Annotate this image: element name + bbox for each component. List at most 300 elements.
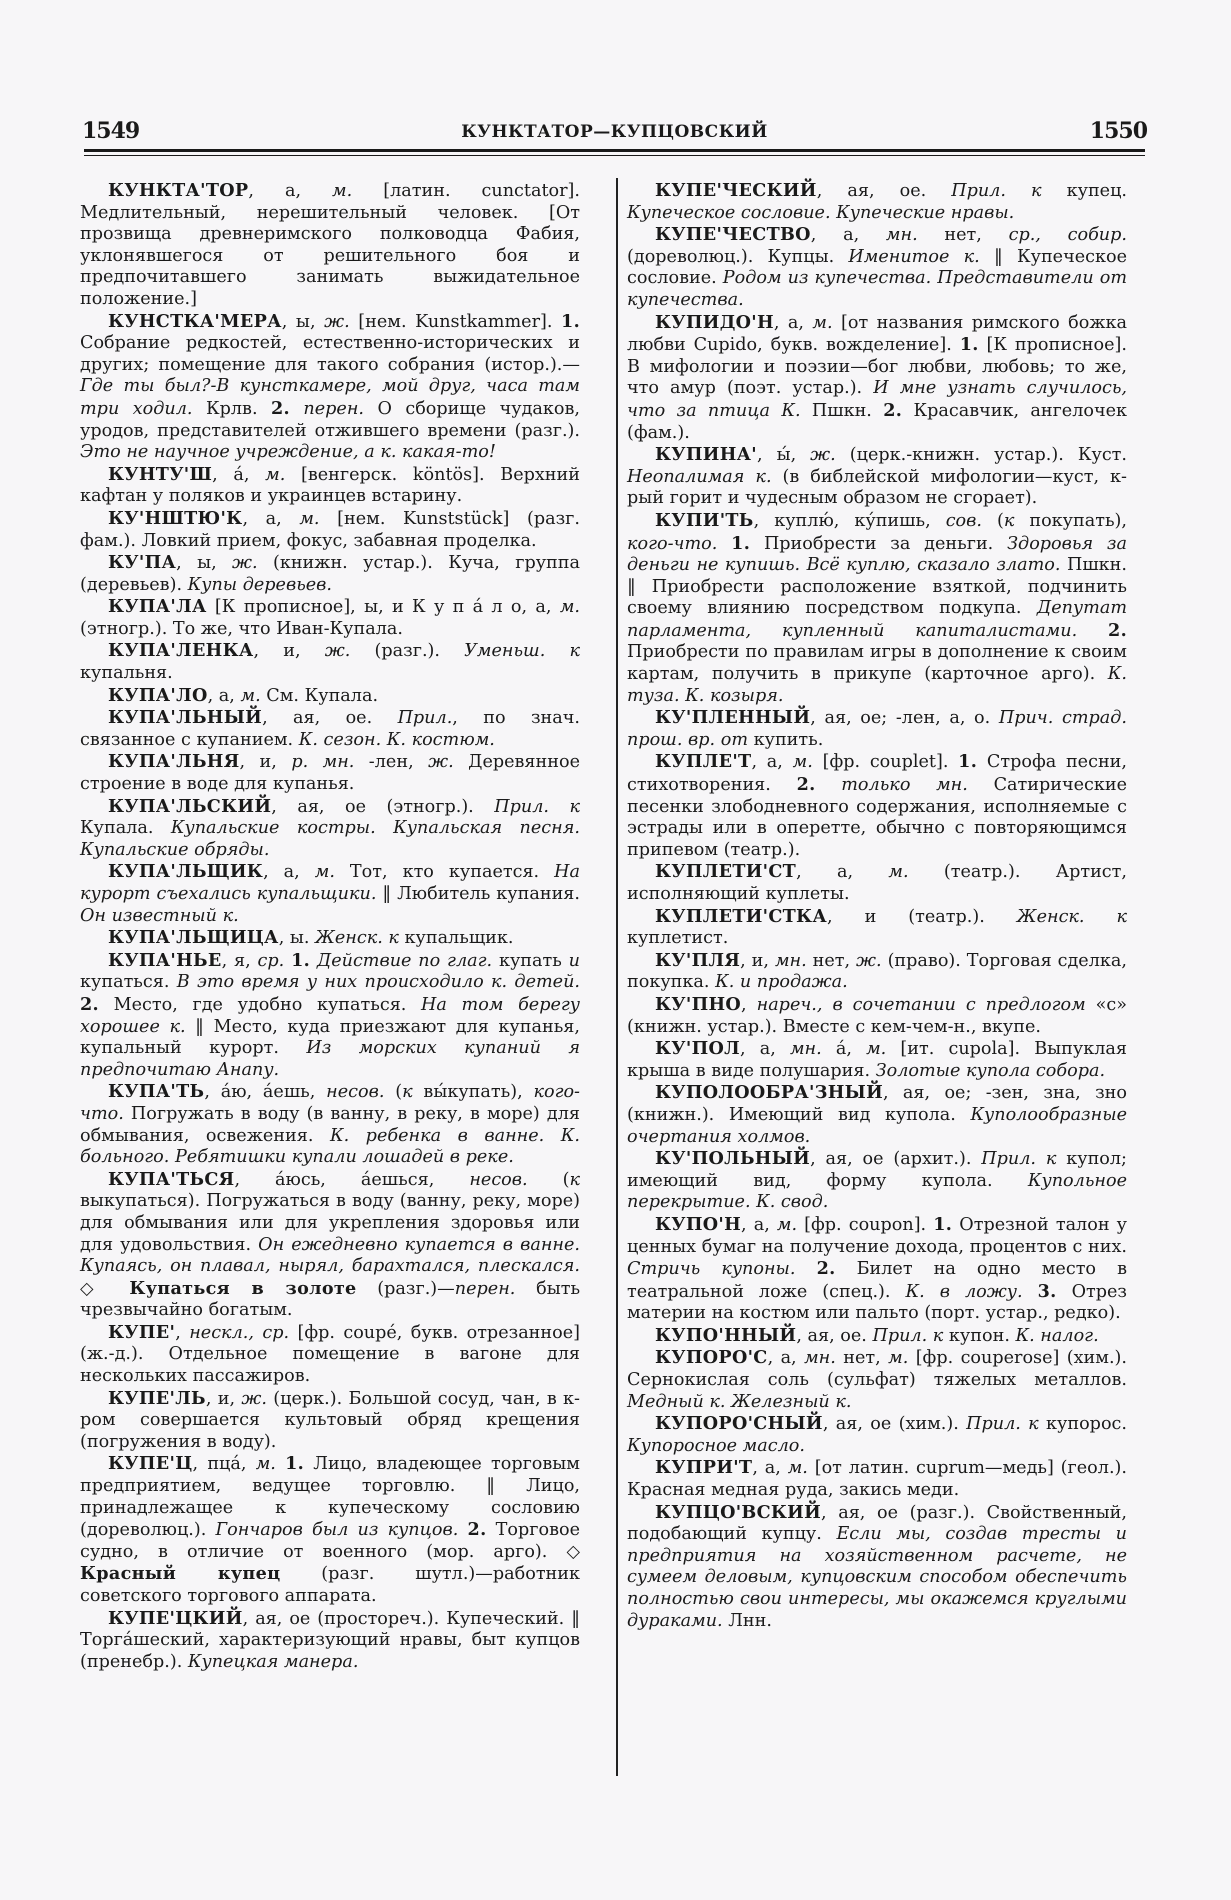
italic-text: ж. [856,950,882,971]
headword: КУ'ПОЛЬНЫЙ [655,1148,811,1170]
italic-text: ж. [232,553,258,574]
italic-text: Купецкая манера. [187,1651,359,1672]
dictionary-entry [627,1502,1127,1633]
body-text: ‖ Любитель купания. [376,884,580,904]
dictionary-entry [627,707,1127,751]
italic-text: К. ребенка в ванне. К. больного. Ребятишки купали лошадей в реке. [80,1125,580,1168]
body-text: Торговое судно, в отличие от военного (мор. арго). ◇ [80,1520,580,1562]
headword: КУПЕ'ЦКИЙ [108,1607,243,1629]
body-text: , пцá, [192,1454,256,1475]
dictionary-entry [80,685,580,708]
body-text: (дореволюц.). Купцы. [627,246,849,267]
body-text: «с» (книжн. устар.). Вместе с кем-чем-н., вкупе. [627,994,1128,1037]
dictionary-entry [80,950,580,1082]
italic-text: Прил. к [981,1149,1057,1170]
dictionary-entry [627,751,1127,861]
italic-text: только мн. [841,775,968,796]
italic-text: Действие по глаг. [316,950,493,971]
dictionary-entry [80,707,580,751]
body-text: , а, [752,1458,788,1479]
body-text: нет, [917,225,1009,246]
body-text: [фр. couplet]. [812,752,959,773]
italic-text: Из морских купаний я предпочитаю Анапу. [80,1038,580,1080]
bold-text: 1. [285,1453,305,1475]
dictionary-entry [627,180,1127,224]
header-rule-thick [84,149,1145,152]
body-text: куплетист. [627,928,729,949]
body-text: , а, [739,1039,790,1060]
body-text: Билет на одно место в театральной ложе (спец.). [627,1259,1127,1302]
italic-text: Он ежедневно купается в ванне. Купаясь, он плавал, нырял, барахтался, плескался. [80,1234,581,1277]
dictionary-entry [80,751,580,795]
body-text: , á, [212,464,266,485]
bold-text: 2. [796,774,816,796]
italic-text: м. [776,1214,798,1235]
dictionary-entry [627,312,1127,445]
italic-text: сов. [945,510,982,531]
italic-text: Прил. [397,708,453,729]
body-text: См. Купала. [260,685,379,706]
body-text: Лицо, владеющее торговым предприятием, ведущее торговлю. ‖ Лицо, принадлежащее к купеческому сословию (дореволюц.). [80,1454,580,1541]
body-text: , ы. [278,928,316,949]
body-text: ‖ Место, куда приезжают для купанья, купальный курорт. [80,1016,580,1059]
italic-text: и [568,950,581,971]
headword: КУПЕ' [108,1321,176,1343]
italic-text: м. [888,1348,909,1369]
italic-text: Купы деревьев. [187,574,333,595]
dictionary-entry [627,861,1127,905]
body-text: (этногр.). То же, что Иван-Купала. [80,618,403,639]
body-text: , а, [767,1348,805,1369]
dictionary-entry [627,1148,1127,1214]
body-text: , ая, ое; -лен, а, о. [810,708,999,729]
body-text [816,775,842,795]
italic-text: Депутат парламента, купленный капиталистами. [627,598,1127,641]
headword: КУПОРО'СНЫЙ [655,1413,823,1435]
bold-text: 1. [731,532,751,554]
italic-text: нескл., ср. [189,1322,290,1343]
headword: КУПЕ'ЧЕСКИЙ [655,180,817,201]
bold-text: 1. [933,1213,953,1235]
body-text: [от латин. cuprum—медь] (геол.). Красная медная руда, закись меди. [627,1458,1127,1501]
headword: КУПА'НЬЕ [108,949,222,971]
running-head: КУНКТАТОР—КУПЦОВСКИЙ [461,122,768,142]
body-text: Собрание редкостей, естественно-исторических и других; помещение для такого собрания (истор.).— [80,333,580,375]
body-text: [нем. Kunstkammer]. [349,311,562,332]
italic-text: м. [240,685,261,706]
italic-text: Прил. к [951,181,1042,201]
italic-text: Золотые купола собора. [875,1060,1106,1081]
italic-text: перен. [303,398,365,419]
body-text: нет, [835,1348,889,1369]
body-text: , áю, áешь, [204,1082,327,1103]
italic-text: Купеческое сословие. Купеческие нравы. [627,202,1015,223]
body-text: , ая, ое. [796,1325,873,1346]
dictionary-entry [80,1169,580,1322]
dictionary-entry [627,950,1127,994]
body-text: , и, [740,950,775,971]
dictionary-entry [627,1347,1127,1413]
italic-text: К. и продажа. [715,972,848,993]
italic-text: Медный к. Железный к. [627,1391,852,1412]
italic-text: Уменьш. к [464,641,580,662]
body-text: , ы́, [756,445,811,466]
body-text: (право). Торговая сделка, покупка. [627,950,1127,993]
italic-text: ж. [241,1388,267,1409]
body-text: , ая, ое. [816,181,952,201]
column-divider [616,178,618,1776]
italic-text: м. [299,508,320,529]
headword: КУПА'ТЬСЯ [108,1168,235,1190]
body-text [458,1520,467,1540]
body-text: , ая, ое; -зен, зна, зно (книжн.). Имеющий вид купола. [627,1083,1127,1125]
italic-text: м. [888,862,909,883]
body-text: , а, [773,312,813,333]
italic-text: Это не научное учреждение, а к. какая-то! [80,442,496,463]
italic-text: Он известный к. [80,905,239,926]
body-text: , куплю́, ку́пишь, [753,510,946,531]
body-text: Погружать в воду (в ванну, в реку, в море) для обмывания, освежения. [80,1103,580,1146]
italic-text: Стричь купоны. [627,1259,796,1280]
italic-text: Если мы, создав тресты и предприятия на хозяйственном расчете, не сумеем деловым, купцовским способом обеспечить полностью свои интересы, мы окажемся круглыми дураками. [627,1524,1127,1631]
body-text: купорос. [1038,1414,1127,1435]
dictionary-entry [80,1322,580,1388]
body-text: (разг.)— [356,1278,455,1299]
italic-text: перен. [454,1278,516,1299]
headword: КУ'ПОЛ [655,1038,740,1060]
body-text: [фр. couperose] (хим.). Сернокислая соль (сульфат) тяжелых металлов. [627,1348,1127,1391]
headword: КУПЛЕТИ'СТ [655,861,797,883]
bold-text: Красный купец [80,1563,281,1585]
body-text: купать [492,950,569,971]
italic-text: м. [255,1454,276,1475]
bold-text: 1. [959,334,979,356]
body-text: , áюсь, áешься, [234,1169,470,1190]
headword: КУПЕ'Ц [108,1453,193,1475]
headword: КУПЦО'ВСКИЙ [655,1501,822,1523]
bold-text: 2. [467,1519,487,1541]
italic-text: И мне узнать случилось, что за птица К. [627,378,1127,421]
italic-text: Куполообразные очертания холмов. [627,1104,1127,1147]
headword: КУПА'ЛА [108,596,207,618]
body-text: О сборище чудаков, уродов, представителей отжившего времени (разг.). [80,398,580,441]
body-text: [фр. coupon]. [797,1214,934,1235]
dictionary-entry [80,1388,580,1454]
body-text: Сатирические песенки злободневного содержания, исполняемые с эстрады или в оперетте, обычно с повторяющимся припевом (театр.). [627,775,1127,860]
italic-text: кого-что. [627,533,718,554]
italic-text: к [402,1082,413,1103]
italic-text: Прич. страд. прош. вр. от [627,708,1127,750]
headword: КУПА'ЛЬНЫЙ [108,707,263,729]
headword: КУПИ'ТЬ [655,509,754,531]
dictionary-entry [80,861,580,927]
italic-text: м. [866,1039,887,1060]
italic-text: К. сезон. К. костюм. [298,729,495,750]
dictionary-entry [627,1082,1127,1148]
body-text [717,534,731,554]
dictionary-entry [80,464,580,508]
body-text: , ая, ое (этногр.). [271,796,495,817]
headword: КУПИНА' [655,444,757,466]
body-text: , а, [810,225,886,246]
body-text: быть чрезвычайно богатым. [80,1278,581,1321]
body-text: купец. [1041,181,1127,201]
italic-text: Прил. к [494,796,580,817]
dictionary-entry [80,311,580,464]
body-text: выкупаться). Погружаться в воду (ванну, реку, море) для обмывания или для укрепления здоровья или для удовольствия. [80,1191,580,1255]
italic-text: мн. [789,1039,822,1060]
body-text: Пшкн. ‖ Приобрести расположение взяткой, подчинить своему влиянию посредством подкупа. [627,555,1127,619]
body-text: [ит. cupola]. Выпуклая крыша в виде полушария. [627,1039,1127,1081]
italic-text: м. [332,181,353,201]
italic-text: Купольное перекрытие. К. свод. [627,1170,1127,1213]
body-text: купон. [943,1325,1016,1346]
italic-text: Прил. к [872,1325,944,1346]
italic-text: Родом из купечества. Представители от купечества. [627,268,1128,310]
italic-text: Женск. к [315,928,399,949]
dictionary-entry [627,1325,1127,1348]
body-text: Строфа песни, стихотворения. [627,752,1127,796]
bold-text: Купаться в золоте [129,1277,357,1299]
dictionary-entry [80,508,580,552]
body-text: , ы, [176,553,233,574]
body-text: (разг.). [350,641,465,662]
body-text [290,399,303,419]
body-text: , ая, ое (архит.). [810,1149,982,1170]
headword: КУПОЛООБРА'ЗНЫЙ [655,1082,883,1104]
body-text: Красавчик, ангелочек (фам.). [627,400,1128,443]
italic-text: На том берегу хорошее к. [80,994,580,1037]
body-text: Приобрести по правилам игры в дополнение к своим картам, получить в прикупе (карточное арго). [627,642,1127,685]
bold-text: 2. [816,1258,836,1280]
italic-text: к [1003,510,1015,531]
body-text: купаться. [80,972,177,993]
italic-text: К. в ложу. [905,1281,1023,1302]
bold-text: 2. [80,993,99,1015]
bold-text: 2. [1108,619,1127,641]
body-text: Купала. [80,818,171,839]
body-text: нет, [806,950,857,971]
body-text [795,1259,816,1279]
body-text: Приобрести за деньги. [750,533,1008,554]
body-text: [нем. Kunststück] (разг. фам.). Ловкий прием, фокус, забавная проделка. [80,508,580,551]
page-number-right: 1550 [1089,118,1147,144]
dictionary-entry [80,640,580,684]
body-text: , а, [263,862,315,883]
body-text: ◇ [80,1278,130,1299]
body-text: (книжн. устар.). Куча, группа (деревьев). [80,553,581,595]
page-header [82,118,1147,148]
body-text: , а, [248,181,333,201]
bold-text: 3. [1037,1280,1057,1302]
italic-text: Где ты был?-В кунсткамере, мой друг, часа там три ходил. [80,376,580,419]
dictionary-entry [80,1081,580,1168]
dictionary-entry [627,444,1127,510]
dictionary-entry [627,510,1127,707]
body-text: ‖ Купеческое сословие. [627,246,1127,289]
dictionary-entry [627,224,1127,311]
body-text: Отрезной талон у ценных бумаг на получение дохода, процентов с них. [627,1214,1127,1257]
headword: КУПА'ЛЕНКА [108,640,254,662]
headword: КУ'ПЛЕННЫЙ [655,707,811,729]
column-right [627,180,1127,1632]
body-text: [К прописное]. В мифологии и поэзии—бог любви, любовь; то же, что амур (поэт. устар.). [627,335,1127,399]
headword: КУ'ПА [108,552,177,574]
body-text: , а, [242,508,300,529]
headword: КУНСТКА'МЕРА [108,310,282,332]
body-text: ( [981,510,1004,531]
headword: КУПА'ЛЬСКИЙ [108,795,272,817]
body-text: á, [821,1039,867,1060]
headword: КУНКТА'ТОР [108,180,249,201]
body-text: , а, [796,862,889,883]
dictionary-entry [627,1214,1127,1325]
dictionary-entry [627,1413,1127,1457]
italic-text: м. [559,597,580,618]
italic-text: ср., собир. [1008,225,1127,246]
italic-text: мн. [885,225,918,246]
italic-text: мн. [804,1348,836,1369]
italic-text: ж. [428,752,454,773]
bold-text: 1. [291,949,311,971]
italic-text: К. туза. К. козыря. [627,664,1127,706]
italic-text: Именитое к. [848,246,980,267]
headword: КУПЛЕТИ'СТКА [655,905,827,927]
body-text [310,951,317,971]
body-text: ( [527,1169,570,1190]
italic-text: Гончаров был из купцов. [215,1520,459,1541]
body-text: , ая, ое (простореч.). Купеческий. ‖ Торгáшеский, характеризующий нравы, быт купцов (пренебр.). [80,1608,580,1672]
body-text: [латин. cunctator]. Медлительный, нерешительный человек. [От прозвища древнеримского полководца Фабия, уклонявшегося от решительного боя и предпочитавшего занимать выжидательное положение.] [80,181,580,309]
italic-text: м. [314,862,335,883]
headword: КУПО'Н [655,1213,742,1235]
body-text: [фр. coupé, букв. отрезанное] (ж.-д.). Отдельное помещение в вагоне для нескольких пассажиров. [80,1322,581,1387]
italic-text: Прил. к [966,1414,1039,1435]
italic-text: ж. [810,445,836,466]
italic-text: Здоровья за деньги не купишь. Всё куплю, сказало злато. [627,533,1128,576]
headword: КУПА'ЛЬЩИК [108,861,264,883]
body-text: [от названия римского божка любви Cupido, букв. вожделение]. [627,312,1127,356]
italic-text: ж. [324,641,351,662]
headword: КУ'ПЛЯ [655,949,741,971]
headword: КУПА'ЛО [108,684,208,706]
headword: КУПРИ'Т [655,1457,753,1479]
italic-text: м. [265,464,286,485]
italic-text: м. [787,1458,808,1479]
body-text: купальня. [80,663,173,684]
body-text: Пшкн. [800,400,884,421]
dictionary-entry [627,994,1127,1038]
italic-text: ж. [324,311,350,332]
italic-text: мн. [774,950,807,971]
body-text: вы́купать), [412,1082,534,1103]
italic-text: Неопалимая к. [627,466,772,487]
body-text: -лен, [354,752,429,773]
dictionary-entry [627,1038,1127,1082]
body-text: , ая, ое. [262,708,398,729]
body-text: [К прописное], ы, и К у п á л о, а, [206,597,560,618]
dictionary-entry [80,796,580,862]
page-number-left: 1549 [82,118,140,144]
bold-text: 1. [561,310,580,332]
column-left [80,180,580,1673]
italic-text: Женск. к [1016,906,1127,927]
body-text: , а, [751,752,793,773]
header-rule-thin [84,155,1145,156]
body-text: , ая, ое (разг.). Свойственный, подобающий купцу. [627,1502,1127,1545]
italic-text: ср. [257,950,285,971]
italic-text: В это время у них происходило к. детей. [176,972,580,993]
headword: КУПА'ЛЬНЯ [108,751,240,773]
body-text: , ы, [281,311,325,332]
body-text: , и, [205,1388,242,1409]
dictionary-entry [627,1457,1127,1501]
italic-text: к [569,1169,580,1190]
italic-text: К. налог. [1015,1325,1099,1346]
italic-text: несов. [326,1082,385,1103]
body-text: Место, где удобно купаться. [98,994,422,1015]
body-text: , и, [239,752,292,773]
body-text: купол; имеющий вид, форму купола. [627,1149,1127,1191]
italic-text: м. [792,752,813,773]
dictionary-entry [627,906,1127,950]
body-text: Крлв. [192,398,271,419]
body-text: Тот, кто купается. [334,862,555,883]
headword: КУПЛЕ'Т [655,751,752,773]
headword: КУ'ПНО [655,993,742,1015]
body-text: ( [384,1082,403,1103]
body-text: (разг. шутл.)—работник советского торгового аппарата. [80,1564,581,1606]
body-text: , я, [221,950,258,971]
italic-text: м. [812,312,833,333]
italic-text: Купальские костры. Купальская песня. Купальские обряды. [80,818,580,860]
body-text: (церк.-книжн. устар.). Куст. [835,445,1127,466]
headword: КУПОРО'С [655,1347,768,1369]
headword: КУПА'ЛЬЩИЦА [108,927,279,949]
italic-text: нареч., в сочетании с предлогом [756,994,1086,1015]
body-text: , по знач. связанное с купанием. [80,708,580,750]
body-text [1077,621,1108,641]
body-text: купить. [748,729,824,750]
bold-text: 2. [271,397,290,419]
body-text: , ая, ое (хим.). [822,1414,967,1435]
body-text [276,1454,285,1474]
bold-text: 2. [883,399,903,421]
headword: КУПО'ННЫЙ [655,1324,797,1346]
headword: КУПИДО'Н [655,311,774,333]
body-text: , а, [207,685,241,706]
body-text: (театр.). Артист, исполняющий куплеты. [627,862,1127,904]
body-text: Лнн. [722,1610,772,1631]
dictionary-entry [80,180,580,311]
italic-text: Купоросное масло. [627,1435,805,1456]
body-text [1023,1282,1038,1302]
body-text: Отрез материи на костюм или пальто (порт. устар., редко). [627,1281,1127,1324]
body-text: (в библейской мифологии—куст, к-рый горит и чудесным образом не сгорает). [627,466,1127,509]
headword: КУПЕ'ЧЕСТВО [655,224,811,246]
headword: КУНТУ'Ш [108,463,213,485]
italic-text: р. мн. [291,752,355,773]
body-text: Деревянное строение в воде для купанья. [80,752,580,795]
body-text: , и (театр.). [827,906,1017,927]
body-text: , [175,1322,190,1343]
headword: КУПЕ'ЛЬ [108,1387,206,1409]
bold-text: 1. [958,751,978,773]
dictionary-entry [80,927,580,950]
body-text: , и, [253,641,325,662]
italic-text: На курорт съехались купальщики. [80,862,580,904]
body-text: , [741,994,757,1015]
